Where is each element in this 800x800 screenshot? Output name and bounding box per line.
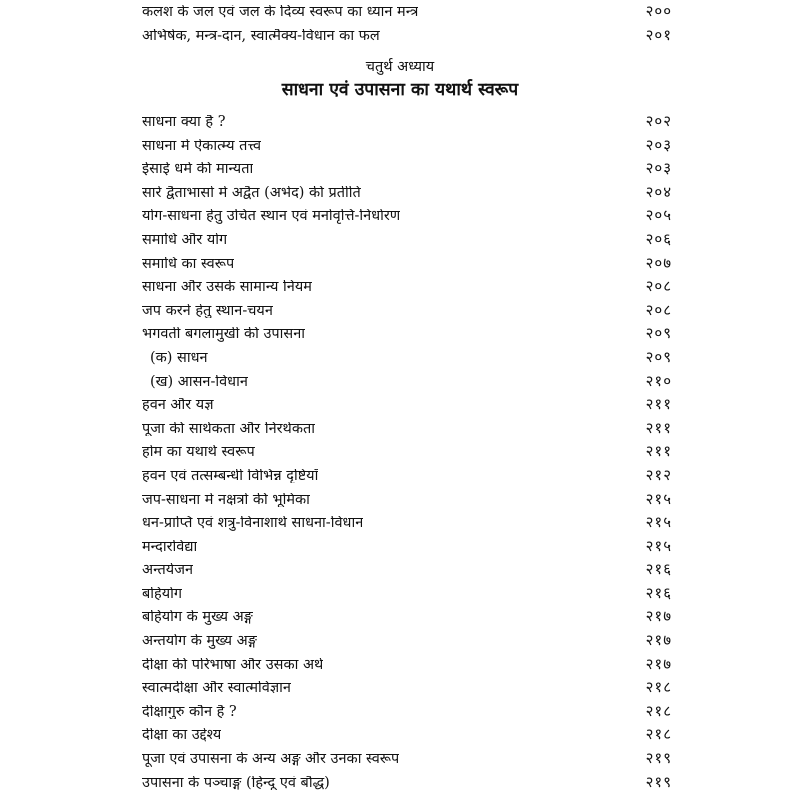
toc-entry [142, 208, 672, 232]
toc-subentry [142, 371, 672, 398]
toc-entry [142, 609, 672, 633]
toc-entry [142, 229, 672, 256]
entry-title: ईसाई धर्म की मान्यता [142, 162, 254, 177]
entry-title: धन-प्राप्ति एवं शत्रु-विनाशार्थ साधना-विधान [142, 516, 364, 531]
entry-title: योग-साधना हेतु उचित स्थान एवं मनोवृत्ति-निर्धारण [142, 209, 401, 224]
entry-page: २०६ [645, 229, 672, 248]
entry-title: जप-साधना में नक्षत्रों की भूमिका [142, 492, 310, 507]
toc-entry [142, 135, 672, 162]
entry-page: २१० [645, 371, 672, 390]
entry-title: पूजा की सार्थकता और निरर्थकता [142, 421, 315, 437]
toc-subentry [142, 347, 672, 374]
entry-page: २०९ [645, 347, 672, 366]
entry-title: पूजा एवं उपासना के अन्य अङ्ग और उनका स्वरूप [142, 752, 400, 767]
entry-page: २१५ [645, 536, 672, 555]
entry-title: भगवती बगलामुखी की उपासना [142, 327, 306, 342]
entry-page: २०८ [645, 277, 672, 296]
entry-title: हवन और यज्ञ [142, 398, 214, 413]
entry-title: समाधि और योग [142, 232, 228, 248]
toc-entry [142, 4, 672, 28]
toc-previous-entries [142, 4, 672, 52]
entry-page: २१८ [645, 725, 672, 744]
entry-title: (क) साधन [150, 350, 208, 366]
entry-page: २०३ [645, 159, 672, 178]
entry-title: दीक्षा का उद्देश्य [142, 728, 222, 743]
toc-entry [142, 654, 672, 681]
toc-entry [142, 701, 672, 728]
entry-title: अन्तर्यजन [142, 563, 194, 578]
entry-page: २०९ [645, 324, 672, 343]
entry-page: २१६ [645, 583, 672, 602]
entry-title: मन्दारविद्या [142, 539, 198, 555]
entry-title: उपासना के पञ्चाङ्ग (हिन्दू एवं बौद्ध) [142, 775, 330, 791]
toc-entry [142, 489, 672, 516]
toc-chapter-entries [142, 114, 672, 798]
entry-page: २१५ [645, 489, 672, 508]
entry-page: २१९ [645, 749, 672, 768]
chapter-label: चतुर्थ अध्याय [365, 59, 435, 75]
toc-entry [142, 515, 672, 539]
entry-title: होम का यथार्थ स्वरूप [142, 445, 255, 460]
entry-title: सारे द्वैताभासों में अद्वैत (अभेद) की प्रतीति [142, 185, 361, 201]
entry-page: २०१ [645, 26, 672, 44]
entry-title: समाधि का स्वरूप [142, 256, 235, 272]
entry-title: साधना क्या है ? [142, 115, 226, 130]
entry-page: २१६ [645, 560, 672, 579]
entry-title: साधना और उसके सामान्य नियम [142, 280, 312, 295]
entry-page: २१८ [645, 678, 672, 697]
entry-title: हवन एवं तत्सम्बन्धी विभिन्न दृष्टियाँ [142, 468, 319, 484]
toc-entry [142, 161, 672, 185]
entry-title: अन्तर्याग के मुख्य अङ्ग [142, 634, 257, 649]
toc-entry [142, 583, 672, 610]
entry-page: २१७ [645, 607, 672, 626]
entry-page: २१७ [645, 654, 672, 673]
toc-entry [142, 727, 672, 751]
entry-page: २०० [645, 2, 672, 20]
entry-page: २०७ [645, 253, 672, 272]
entry-title: कलश के जल एवं जल के दिव्य स्वरूप का ध्यान मन्त्र [142, 5, 419, 20]
toc-entry [142, 114, 672, 138]
entry-title: दीक्षागुरु कौन है ? [142, 704, 237, 720]
entry-page: २०५ [645, 206, 672, 225]
toc-entry [142, 772, 672, 799]
entry-page: २११ [645, 418, 672, 437]
toc-entry [142, 300, 672, 327]
entry-page: २१७ [645, 631, 672, 650]
toc-entry [142, 28, 672, 52]
toc-entry [142, 397, 672, 421]
toc-entry [142, 633, 672, 657]
toc-entry [142, 680, 672, 704]
entry-page: २०८ [645, 300, 672, 319]
toc-entry [142, 444, 672, 468]
entry-title: जप करने हेतु स्थान-चयन [142, 303, 273, 319]
toc-entry [142, 182, 672, 209]
chapter-title: साधना एवं उपासना का यथार्थ स्वरूप [281, 80, 519, 100]
entry-page: २०२ [645, 112, 672, 130]
entry-page: २१९ [645, 772, 672, 791]
entry-page: २१८ [645, 701, 672, 720]
toc-entry [142, 326, 672, 350]
entry-title: साधना में ऐकात्म्य तत्त्व [142, 138, 262, 154]
entry-page: २०३ [645, 135, 672, 154]
entry-title: बहिर्याग [142, 586, 183, 602]
toc-entry [142, 279, 672, 303]
toc-entry [142, 418, 672, 445]
entry-page: २११ [645, 442, 672, 461]
toc-entry [142, 536, 672, 563]
toc-entry [142, 253, 672, 280]
entry-page: २१५ [645, 513, 672, 532]
entry-title: स्वात्मदीक्षा और स्वात्मविज्ञान [142, 681, 291, 696]
toc-entry [142, 562, 672, 586]
entry-page: २०४ [645, 182, 672, 201]
entry-page: २१२ [645, 465, 672, 484]
entry-title: (ख) आसन-विधान [150, 374, 248, 390]
toc-entry [142, 465, 672, 492]
entry-page: २११ [645, 395, 672, 414]
entry-title: बहिर्याग के मुख्य अङ्ग [142, 610, 253, 625]
entry-title: दीक्षा की परिभाषा और उसका अर्थ [142, 657, 324, 673]
entry-title: अभिषेक, मन्त्र-दान, स्वात्मैक्य-विधान का फल [142, 29, 380, 44]
toc-entry [142, 751, 672, 775]
